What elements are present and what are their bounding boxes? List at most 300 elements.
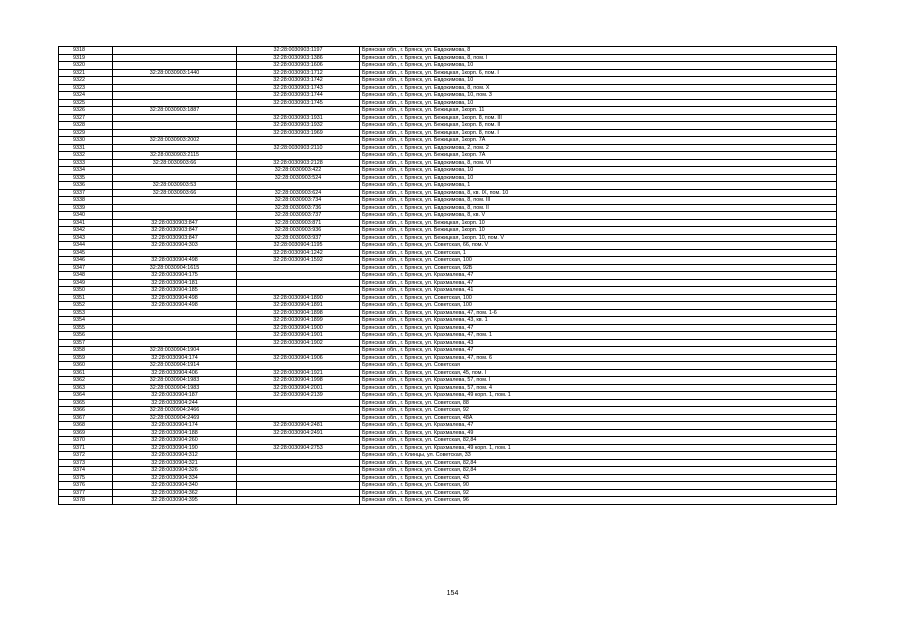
address-cell: Брянская обл., г. Брянск, ул. Евдокимова, 10	[360, 77, 837, 85]
address-cell: Брянская обл., г. Брянск, ул. Бежицкая, 1корп. 8, пом. III	[360, 114, 837, 122]
parent-cadastral-cell	[113, 309, 237, 317]
address-cell: Брянская обл., г. Брянск, ул. Крахмалева, 49	[360, 429, 837, 437]
address-cell: Брянская обл., г. Брянск, ул. Евдокимова, 8	[360, 47, 837, 55]
cadastral-number-cell	[237, 272, 360, 280]
cadastral-number-cell	[237, 362, 360, 370]
parent-cadastral-cell	[113, 204, 237, 212]
parent-cadastral-cell: 32:28:0030904:260	[113, 437, 237, 445]
parent-cadastral-cell: 32:28:0030904:2466	[113, 407, 237, 415]
address-cell: Брянская обл., г. Брянск, ул. Советская, 82,84	[360, 459, 837, 467]
table-row	[59, 444, 837, 452]
table-row	[59, 437, 837, 445]
table-row	[59, 474, 837, 482]
row-number-cell: 9367	[59, 414, 113, 422]
row-number-cell: 9338	[59, 197, 113, 205]
parent-cadastral-cell: 32:28:0030903:847	[113, 219, 237, 227]
address-cell: Брянская обл., г. Брянск, ул. Советская, 82,84	[360, 467, 837, 475]
cadastral-number-cell	[237, 399, 360, 407]
table-row	[59, 302, 837, 310]
cadastral-number-cell	[237, 287, 360, 295]
cadastral-number-cell	[237, 107, 360, 115]
table-row	[59, 62, 837, 70]
address-cell: Брянская обл., г. Брянск, ул. Бежицкая, 1корп. 10	[360, 219, 837, 227]
row-number-cell: 9329	[59, 129, 113, 137]
row-number-cell: 9318	[59, 47, 113, 55]
address-cell: Брянская обл., г. Брянск, ул. Крахмалева, 47	[360, 279, 837, 287]
address-cell: Брянская обл., г. Брянск, ул. Крахмалева, 47	[360, 422, 837, 430]
cadastral-number-cell: 32:28:0030903:937	[237, 234, 360, 242]
parent-cadastral-cell	[113, 197, 237, 205]
address-cell: Брянская обл., г. Брянск, ул. Бежицкая, 1корп. 8, пом. I	[360, 129, 837, 137]
cadastral-number-cell: 32:28:0030904:1242	[237, 249, 360, 257]
row-number-cell: 9331	[59, 144, 113, 152]
address-cell: Брянская обл., г. Брянск, ул. Крахмалева, 43	[360, 339, 837, 347]
address-cell: Брянская обл., г. Брянск, ул. Евдокимова, 10, пом. 3	[360, 92, 837, 100]
row-number-cell: 9357	[59, 339, 113, 347]
cadastral-number-cell: 32:28:0030903:871	[237, 219, 360, 227]
row-number-cell: 9370	[59, 437, 113, 445]
address-cell: Брянская обл., г. Брянск, ул. Бежицкая, 1корп. 6, пом. I	[360, 69, 837, 77]
row-number-cell: 9378	[59, 497, 113, 505]
parent-cadastral-cell: 32:28:0030904:303	[113, 242, 237, 250]
row-number-cell: 9356	[59, 332, 113, 340]
address-cell: Брянская обл., г. Брянск, ул. Евдокимова, 8, пом. X	[360, 84, 837, 92]
table-row	[59, 69, 837, 77]
row-number-cell: 9372	[59, 452, 113, 460]
table-row	[59, 107, 837, 115]
parent-cadastral-cell: 32:28:0030904:1904	[113, 347, 237, 355]
table-row	[59, 197, 837, 205]
table-row	[59, 452, 837, 460]
cadastral-number-cell: 32:28:0030903:737	[237, 212, 360, 220]
cadastral-number-cell	[237, 182, 360, 190]
address-cell: Брянская обл., г. Брянск, ул. Крахмалева, 49 корп. 1, пом. 1	[360, 444, 837, 452]
table-row	[59, 219, 837, 227]
parent-cadastral-cell	[113, 174, 237, 182]
table-row	[59, 77, 837, 85]
row-number-cell: 9345	[59, 249, 113, 257]
cadastral-number-cell	[237, 489, 360, 497]
parent-cadastral-cell: 32:28:0030903:847	[113, 234, 237, 242]
parent-cadastral-cell: 32:28:0030904:1914	[113, 362, 237, 370]
table-row	[59, 212, 837, 220]
table-row	[59, 234, 837, 242]
parent-cadastral-cell: 32:28:0030903:847	[113, 227, 237, 235]
cadastral-number-cell: 32:28:0030903:624	[237, 189, 360, 197]
row-number-cell: 9342	[59, 227, 113, 235]
parent-cadastral-cell: 32:28:0030904:334	[113, 474, 237, 482]
parent-cadastral-cell	[113, 122, 237, 130]
row-number-cell: 9324	[59, 92, 113, 100]
parent-cadastral-cell: 32:28:0030904:1983	[113, 377, 237, 385]
address-cell: Брянская обл., г. Брянск, ул. Бежицкая, 1корп. 11	[360, 107, 837, 115]
address-cell: Брянская обл., г. Брянск, ул. Советская, 66, пом. V	[360, 242, 837, 250]
parent-cadastral-cell: 32:28:0030904:187	[113, 392, 237, 400]
cadastral-number-cell	[237, 467, 360, 475]
table-row	[59, 482, 837, 490]
cadastral-number-cell: 32:28:0030904:1899	[237, 317, 360, 325]
address-cell: Брянская обл., г. Клинцы, ул. Советская, 33	[360, 452, 837, 460]
cadastral-number-cell: 32:28:0030903:1931	[237, 114, 360, 122]
address-cell: Брянская обл., г. Брянск, ул. Крахмалева, 47, пом. 1-6	[360, 309, 837, 317]
table-row	[59, 99, 837, 107]
parent-cadastral-cell	[113, 99, 237, 107]
row-number-cell: 9321	[59, 69, 113, 77]
cadastral-number-cell: 32:28:0030904:1900	[237, 324, 360, 332]
cadastral-number-cell: 32:28:0030903:422	[237, 167, 360, 175]
table-row	[59, 144, 837, 152]
parent-cadastral-cell: 32:28:0030903:66	[113, 159, 237, 167]
table-row	[59, 339, 837, 347]
parent-cadastral-cell: 32:28:0030904:188	[113, 429, 237, 437]
page-number: 154	[446, 590, 459, 597]
row-number-cell: 9347	[59, 264, 113, 272]
cadastral-number-cell: 32:28:0030903:736	[237, 204, 360, 212]
cadastral-number-cell: 32:28:0030903:2128	[237, 159, 360, 167]
address-cell: Брянская обл., г. Брянск, ул. Советская	[360, 362, 837, 370]
row-number-cell: 9361	[59, 369, 113, 377]
table-row	[59, 309, 837, 317]
table-row	[59, 272, 837, 280]
table-row	[59, 422, 837, 430]
row-number-cell: 9319	[59, 54, 113, 62]
cadastral-number-cell: 32:28:0030903:524	[237, 174, 360, 182]
parent-cadastral-cell: 32:28:0030904:406	[113, 369, 237, 377]
row-number-cell: 9358	[59, 347, 113, 355]
parent-cadastral-cell: 32:28:0030904:312	[113, 452, 237, 460]
row-number-cell: 9333	[59, 159, 113, 167]
address-cell: Брянская обл., г. Брянск, ул. Евдокимова, 8, кв. IX, пом. 10	[360, 189, 837, 197]
cadastral-number-cell: 32:28:0030903:1743	[237, 84, 360, 92]
table-row	[59, 114, 837, 122]
table-row	[59, 204, 837, 212]
parent-cadastral-cell	[113, 62, 237, 70]
parent-cadastral-cell: 32:28:0030904:498	[113, 294, 237, 302]
row-number-cell: 9363	[59, 384, 113, 392]
row-number-cell: 9336	[59, 182, 113, 190]
row-number-cell: 9371	[59, 444, 113, 452]
cadastral-number-cell: 32:28:0030903:1744	[237, 92, 360, 100]
parent-cadastral-cell: 32:28:0030904:498	[113, 257, 237, 265]
parent-cadastral-cell: 32:28:0030904:244	[113, 399, 237, 407]
row-number-cell: 9322	[59, 77, 113, 85]
parent-cadastral-cell	[113, 54, 237, 62]
row-number-cell: 9351	[59, 294, 113, 302]
cadastral-number-cell	[237, 279, 360, 287]
address-cell: Брянская обл., г. Брянск, ул. Крахмалева, 41	[360, 287, 837, 295]
address-cell: Брянская обл., г. Брянск, ул. Советская, 48А	[360, 414, 837, 422]
table-body	[59, 47, 837, 505]
table-row	[59, 227, 837, 235]
parent-cadastral-cell: 32:28:0030904:395	[113, 497, 237, 505]
parent-cadastral-cell: 32:28:0030904:340	[113, 482, 237, 490]
table-row	[59, 279, 837, 287]
row-number-cell: 9354	[59, 317, 113, 325]
address-cell: Брянская обл., г. Брянск, ул. Бежицкая, 1корп. 7А	[360, 137, 837, 145]
address-cell: Брянская обл., г. Брянск, ул. Евдокимова, 8, кв. V	[360, 212, 837, 220]
row-number-cell: 9346	[59, 257, 113, 265]
row-number-cell: 9359	[59, 354, 113, 362]
cadastral-number-cell: 32:28:0030904:2491	[237, 429, 360, 437]
cadastral-number-cell: 32:28:0030904:1921	[237, 369, 360, 377]
table-row	[59, 347, 837, 355]
address-cell: Брянская обл., г. Брянск, ул. Советская, 100	[360, 257, 837, 265]
cadastral-number-cell	[237, 437, 360, 445]
cadastral-number-cell	[237, 152, 360, 160]
parent-cadastral-cell: 32:28:0030903:2115	[113, 152, 237, 160]
parent-cadastral-cell	[113, 324, 237, 332]
parent-cadastral-cell: 32:28:0030904:498	[113, 302, 237, 310]
parent-cadastral-cell	[113, 47, 237, 55]
table-row	[59, 242, 837, 250]
row-number-cell: 9335	[59, 174, 113, 182]
cadastral-number-cell: 32:28:0030903:1969	[237, 129, 360, 137]
cadastral-number-cell	[237, 474, 360, 482]
table-row	[59, 257, 837, 265]
address-cell: Брянская обл., г. Брянск, ул. Крахмалева, 47	[360, 272, 837, 280]
parent-cadastral-cell: 32:28:0030903:1887	[113, 107, 237, 115]
parent-cadastral-cell	[113, 114, 237, 122]
table-row	[59, 324, 837, 332]
parent-cadastral-cell: 32:28:0030904:1983	[113, 384, 237, 392]
parent-cadastral-cell: 32:28:0030904:190	[113, 444, 237, 452]
cadastral-number-cell	[237, 452, 360, 460]
row-number-cell: 9323	[59, 84, 113, 92]
address-cell: Брянская обл., г. Брянск, ул. Советская, 96	[360, 497, 837, 505]
row-number-cell: 9352	[59, 302, 113, 310]
address-cell: Брянская обл., г. Брянск, ул. Крахмалева, 47	[360, 347, 837, 355]
cadastral-number-cell	[237, 414, 360, 422]
address-cell: Брянская обл., г. Брянск, ул. Крахмалева, 43, кв. 1	[360, 317, 837, 325]
address-cell: Брянская обл., г. Брянск, ул. Крахмалева, 47	[360, 324, 837, 332]
address-cell: Брянская обл., г. Брянск, ул. Бежицкая, 1корп. 8, пом. II	[360, 122, 837, 130]
parent-cadastral-cell	[113, 167, 237, 175]
row-number-cell: 9377	[59, 489, 113, 497]
cadastral-number-cell: 32:28:0030904:2139	[237, 392, 360, 400]
address-cell: Брянская обл., г. Брянск, ул. Советская, 82,84	[360, 437, 837, 445]
address-cell: Брянская обл., г. Брянск, ул. Советская, 43	[360, 474, 837, 482]
table-row	[59, 489, 837, 497]
parent-cadastral-cell: 32:28:0030904:175	[113, 272, 237, 280]
row-number-cell: 9330	[59, 137, 113, 145]
row-number-cell: 9334	[59, 167, 113, 175]
table-row	[59, 92, 837, 100]
row-number-cell: 9375	[59, 474, 113, 482]
address-cell: Брянская обл., г. Брянск, ул. Евдокимова, 10	[360, 167, 837, 175]
row-number-cell: 9368	[59, 422, 113, 430]
row-number-cell: 9349	[59, 279, 113, 287]
address-cell: Брянская обл., г. Брянск, ул. Бежицкая, 1корп. 7А	[360, 152, 837, 160]
cadastral-number-cell: 32:28:0030904:1998	[237, 377, 360, 385]
row-number-cell: 9362	[59, 377, 113, 385]
cadastral-number-cell: 32:28:0030903:1712	[237, 69, 360, 77]
table-row	[59, 152, 837, 160]
table-row	[59, 369, 837, 377]
address-cell: Брянская обл., г. Брянск, ул. Советская, 92Б	[360, 264, 837, 272]
address-cell: Брянская обл., г. Брянск, ул. Советская, 92	[360, 489, 837, 497]
table-row	[59, 137, 837, 145]
row-number-cell: 9360	[59, 362, 113, 370]
table-row	[59, 377, 837, 385]
cadastral-number-cell: 32:28:0030904:1890	[237, 294, 360, 302]
parent-cadastral-cell: 32:28:0030904:174	[113, 422, 237, 430]
row-number-cell: 9325	[59, 99, 113, 107]
row-number-cell: 9332	[59, 152, 113, 160]
address-cell: Брянская обл., г. Брянск, ул. Советская, 88	[360, 399, 837, 407]
table-row	[59, 354, 837, 362]
cadastral-number-cell: 32:28:0030904:1891	[237, 302, 360, 310]
table-row	[59, 294, 837, 302]
address-cell: Брянская обл., г. Брянск, ул. Евдокимова, 8, пом. I	[360, 54, 837, 62]
parent-cadastral-cell: 32:28:0030904:326	[113, 467, 237, 475]
parent-cadastral-cell	[113, 339, 237, 347]
table-row	[59, 54, 837, 62]
address-cell: Брянская обл., г. Брянск, ул. Евдокимова, 2, пом. 2	[360, 144, 837, 152]
parent-cadastral-cell: 32:28:0030903:66	[113, 189, 237, 197]
row-number-cell: 9343	[59, 234, 113, 242]
table-row	[59, 159, 837, 167]
parent-cadastral-cell	[113, 129, 237, 137]
parent-cadastral-cell	[113, 144, 237, 152]
row-number-cell: 9344	[59, 242, 113, 250]
address-cell: Брянская обл., г. Брянск, ул. Советская, 45, пом. I	[360, 369, 837, 377]
row-number-cell: 9339	[59, 204, 113, 212]
table-row	[59, 129, 837, 137]
address-cell: Брянская обл., г. Брянск, ул. Советская, 92	[360, 407, 837, 415]
cadastral-number-cell: 32:28:0030903:734	[237, 197, 360, 205]
address-cell: Брянская обл., г. Брянск, ул. Крахмалева, 47, пом. 1	[360, 332, 837, 340]
table-row	[59, 459, 837, 467]
cadastral-number-cell: 32:28:0030903:1742	[237, 77, 360, 85]
row-number-cell: 9327	[59, 114, 113, 122]
parent-cadastral-cell	[113, 92, 237, 100]
address-cell: Брянская обл., г. Брянск, ул. Бежицкая, 1корп. 10, пом. V	[360, 234, 837, 242]
cadastral-number-cell: 32:28:0030904:1902	[237, 339, 360, 347]
address-cell: Брянская обл., г. Брянск, ул. Советская, 1	[360, 249, 837, 257]
address-cell: Брянская обл., г. Брянск, ул. Советская, 100	[360, 294, 837, 302]
parent-cadastral-cell	[113, 212, 237, 220]
table-row	[59, 317, 837, 325]
cadastral-number-cell: 32:28:0030904:1898	[237, 309, 360, 317]
table-row	[59, 287, 837, 295]
table-row	[59, 84, 837, 92]
cadastral-number-cell	[237, 347, 360, 355]
parent-cadastral-cell: 32:28:0030904:181	[113, 279, 237, 287]
cadastral-number-cell	[237, 459, 360, 467]
address-cell: Брянская обл., г. Брянск, ул. Евдокимова, 10	[360, 62, 837, 70]
cadastral-number-cell	[237, 264, 360, 272]
address-cell: Брянская обл., г. Брянск, ул. Крахмалева, 47, пом. 6	[360, 354, 837, 362]
parent-cadastral-cell: 32:28:0030904:174	[113, 354, 237, 362]
cadastral-number-cell: 32:28:0030903:1606	[237, 62, 360, 70]
row-number-cell: 9320	[59, 62, 113, 70]
cadastral-number-cell: 32:28:0030904:1592	[237, 257, 360, 265]
address-cell: Брянская обл., г. Брянск, ул. Евдокимова, 1	[360, 182, 837, 190]
cadastral-number-cell: 32:28:0030904:1906	[237, 354, 360, 362]
table-row	[59, 429, 837, 437]
row-number-cell: 9340	[59, 212, 113, 220]
cadastral-number-cell: 32:28:0030904:2001	[237, 384, 360, 392]
row-number-cell: 9374	[59, 467, 113, 475]
address-cell: Брянская обл., г. Брянск, ул. Советская, 90	[360, 482, 837, 490]
parent-cadastral-cell: 32:28:0030904:2469	[113, 414, 237, 422]
table-row	[59, 497, 837, 505]
parent-cadastral-cell: 32:28:0030903:53	[113, 182, 237, 190]
data-table	[58, 46, 837, 505]
row-number-cell: 9373	[59, 459, 113, 467]
row-number-cell: 9376	[59, 482, 113, 490]
cadastral-number-cell	[237, 137, 360, 145]
table-row	[59, 189, 837, 197]
parent-cadastral-cell	[113, 249, 237, 257]
parent-cadastral-cell: 32:28:0030904:321	[113, 459, 237, 467]
table-row	[59, 249, 837, 257]
cadastral-number-cell: 32:28:0030903:1197	[237, 47, 360, 55]
row-number-cell: 9337	[59, 189, 113, 197]
cadastral-number-cell: 32:28:0030903:1932	[237, 122, 360, 130]
table-row	[59, 264, 837, 272]
parent-cadastral-cell: 32:28:0030904:185	[113, 287, 237, 295]
address-cell: Брянская обл., г. Брянск, ул. Евдокимова, 10	[360, 174, 837, 182]
table-row	[59, 174, 837, 182]
address-cell: Брянская обл., г. Брянск, ул. Крахмалева, 49 корп. 1, пом. 1	[360, 392, 837, 400]
address-cell: Брянская обл., г. Брянск, ул. Крахмалева, 57, пом. 4	[360, 384, 837, 392]
row-number-cell: 9365	[59, 399, 113, 407]
cadastral-number-cell	[237, 482, 360, 490]
table-row	[59, 122, 837, 130]
table-row	[59, 407, 837, 415]
row-number-cell: 9364	[59, 392, 113, 400]
row-number-cell: 9348	[59, 272, 113, 280]
address-cell: Брянская обл., г. Брянск, ул. Евдокимова, 8, пом. VI	[360, 159, 837, 167]
parent-cadastral-cell: 32:28:0030904:1615	[113, 264, 237, 272]
table-row	[59, 467, 837, 475]
table-row	[59, 182, 837, 190]
table-row	[59, 332, 837, 340]
address-cell: Брянская обл., г. Брянск, ул. Крахмалева, 57, пом. I	[360, 377, 837, 385]
table-row	[59, 392, 837, 400]
parent-cadastral-cell: 32:28:0030903:2002	[113, 137, 237, 145]
parent-cadastral-cell	[113, 77, 237, 85]
address-cell: Брянская обл., г. Брянск, ул. Евдокимова, 10	[360, 99, 837, 107]
cadastral-number-cell: 32:28:0030904:1195	[237, 242, 360, 250]
address-cell: Брянская обл., г. Брянск, ул. Евдокимова, 8, пом. II	[360, 204, 837, 212]
cadastral-number-cell	[237, 407, 360, 415]
table-row	[59, 399, 837, 407]
table-row	[59, 384, 837, 392]
row-number-cell: 9341	[59, 219, 113, 227]
cadastral-number-cell: 32:28:0030903:1386	[237, 54, 360, 62]
parent-cadastral-cell	[113, 317, 237, 325]
row-number-cell: 9350	[59, 287, 113, 295]
row-number-cell: 9366	[59, 407, 113, 415]
parent-cadastral-cell	[113, 84, 237, 92]
address-cell: Брянская обл., г. Брянск, ул. Советская, 100	[360, 302, 837, 310]
cadastral-number-cell: 32:28:0030903:1745	[237, 99, 360, 107]
cadastral-number-cell: 32:28:0030903:2110	[237, 144, 360, 152]
cadastral-number-cell	[237, 497, 360, 505]
cadastral-number-cell: 32:28:0030904:1901	[237, 332, 360, 340]
row-number-cell: 9355	[59, 324, 113, 332]
cadastral-number-cell: 32:28:0030904:2481	[237, 422, 360, 430]
parent-cadastral-cell	[113, 332, 237, 340]
table-row	[59, 414, 837, 422]
row-number-cell: 9328	[59, 122, 113, 130]
row-number-cell: 9369	[59, 429, 113, 437]
row-number-cell: 9353	[59, 309, 113, 317]
table-row	[59, 167, 837, 175]
table-row	[59, 47, 837, 55]
